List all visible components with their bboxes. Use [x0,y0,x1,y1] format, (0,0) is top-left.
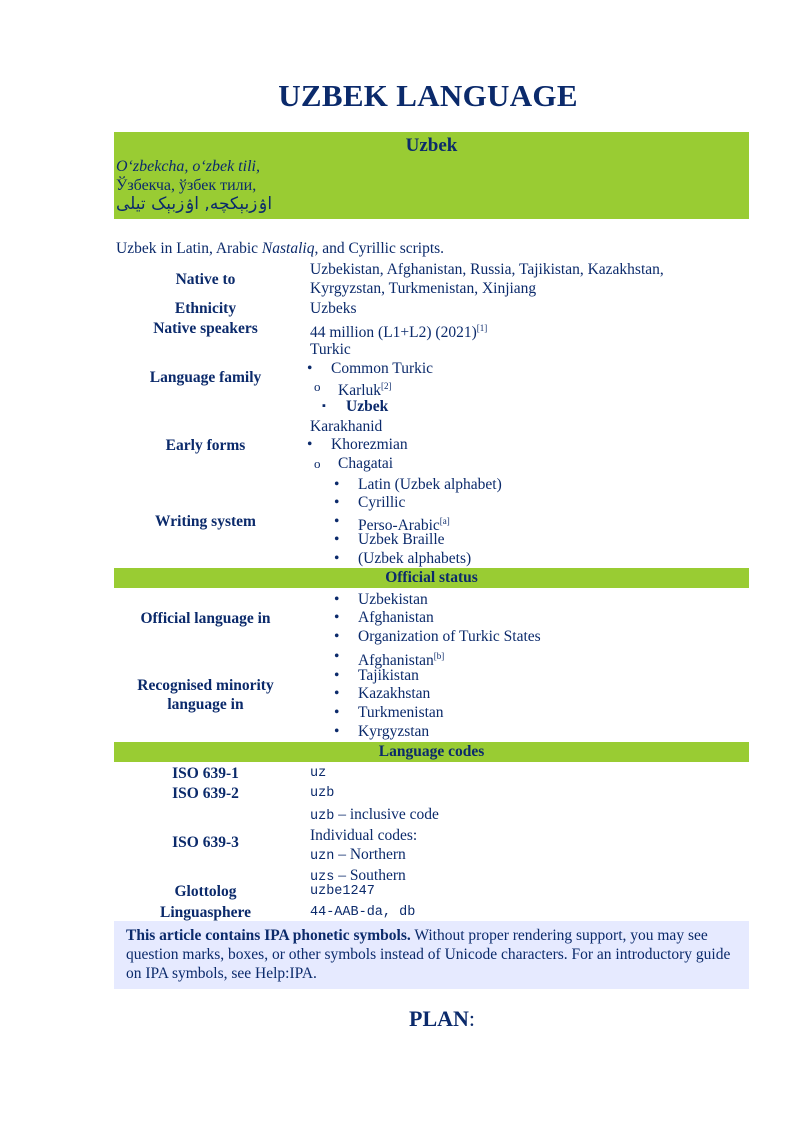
ref-link[interactable]: [1] [476,323,488,333]
row-native-to [114,260,749,298]
value-iso-639-1[interactable]: uz [310,766,327,781]
value-native-to: Uzbekistan, Afghanistan, Russia, Tajikistan, Kazakhstan, Kyrgyzstan, Turkmenistan, Xinjiang [310,261,664,297]
value-iso-639-2[interactable]: uzb [310,786,335,801]
value-native-speakers: 44 million (L1+L2) (2021)[1] [310,323,488,342]
native-name-arabic: اۉزبېکچه, اۉزبېک تیلی [116,194,273,214]
iso3-code[interactable]: uzb [310,809,335,824]
label-iso-639-1: ISO 639-1 [172,765,239,782]
row-early-forms [114,417,749,474]
minority-item[interactable]: • Afghanistan[b] [358,647,444,670]
label-official-language: Official language in [140,610,271,627]
value-ethnicity [310,299,745,318]
row-official-language [114,590,749,646]
writing-item[interactable]: • (Uzbek alphabets) [358,549,471,568]
writing-item[interactable]: • Uzbek Braille [358,530,445,549]
language-name: Uzbek [405,135,458,156]
value-iso-639-3: uzb – inclusive code Individual codes: uzn – Northern uzs – Southern [310,806,439,885]
minority-item[interactable]: • Kyrgyzstan [358,722,429,741]
row-writing-system [114,475,749,567]
writing-item[interactable]: • Cyrillic [358,493,405,512]
label-writing-system: Writing system [155,513,256,530]
label-native-to: Native to [175,271,236,288]
family-item[interactable]: • Common Turkic [331,359,433,378]
label-language-family: Language family [149,369,262,386]
writing-item[interactable]: • Latin (Uzbek alphabet) [358,475,502,494]
native-name-cyrillic: Ўзбекча, ўзбек тили, [116,177,257,194]
row-iso-639-3 [114,805,749,885]
label-early-forms: Early forms [165,437,246,454]
native-name-latin: O‘zbekcha, o‘zbek tili, [116,158,260,175]
section-official-status: Official status [114,568,749,588]
iso3-code[interactable]: uzn [310,849,335,864]
ethnicity-link[interactable]: Uzbeks [310,300,357,317]
label-native-speakers: Native speakers [153,320,258,337]
minority-item[interactable]: • Turkmenistan [358,703,444,722]
label-iso-639-3: ISO 639-3 [172,834,239,851]
ipa-notice-text: Without proper rendering support, you may see question marks, boxes, or other symbols instead of Unicode characters. For an introductory guide on IPA symbols, see Help:IPA. [126,927,731,982]
page-title: UZBEK LANGUAGE [278,78,578,113]
infobox-header [114,132,749,219]
section-language-codes: Language codes [114,742,749,762]
ipa-notice [114,921,749,989]
label-minority-language: Recognised minority language in [137,677,274,713]
family-item[interactable]: o Karluk[2] [338,377,392,400]
label-iso-639-2: ISO 639-2 [172,785,239,802]
early-form-item[interactable]: o Chagatai [338,454,393,473]
row-minority-language [114,647,749,741]
official-item[interactable]: • Organization of Turkic States [358,627,541,646]
value-early-forms: Karakhanid • Khorezmian o Chagatai [310,417,745,436]
family-item: ▪ Uzbek [346,397,388,416]
plan-heading: PLAN: [409,1006,476,1031]
official-item[interactable]: • Afghanistan [358,608,434,627]
value-glottolog[interactable]: uzbe1247 [310,884,375,899]
writing-item[interactable]: • Perso-Arabic[a] [358,512,450,535]
value-linguasphere[interactable]: 44-AAB-da, db [310,905,416,920]
minority-item[interactable]: • Tajikistan [358,666,419,685]
label-glottolog: Glottolog [174,883,237,900]
official-item[interactable]: • Uzbekistan [358,590,428,609]
ipa-notice-heading: This article contains IPA phonetic symbols. [126,927,411,944]
iso3-code[interactable]: uzs [310,870,335,885]
label-ethnicity: Ethnicity [174,300,237,317]
value-language-family: Turkic • Common Turkic o Karluk[2] ▪ Uzbek [310,340,745,359]
label-linguasphere: Linguasphere [159,904,252,921]
minority-item[interactable]: • Kazakhstan [358,684,430,703]
row-language-family [114,340,749,416]
image-caption: Uzbek in Latin, Arabic Nastaliq, and Cyrillic scripts. [116,240,445,257]
early-form-item[interactable]: • Khorezmian [331,435,408,454]
